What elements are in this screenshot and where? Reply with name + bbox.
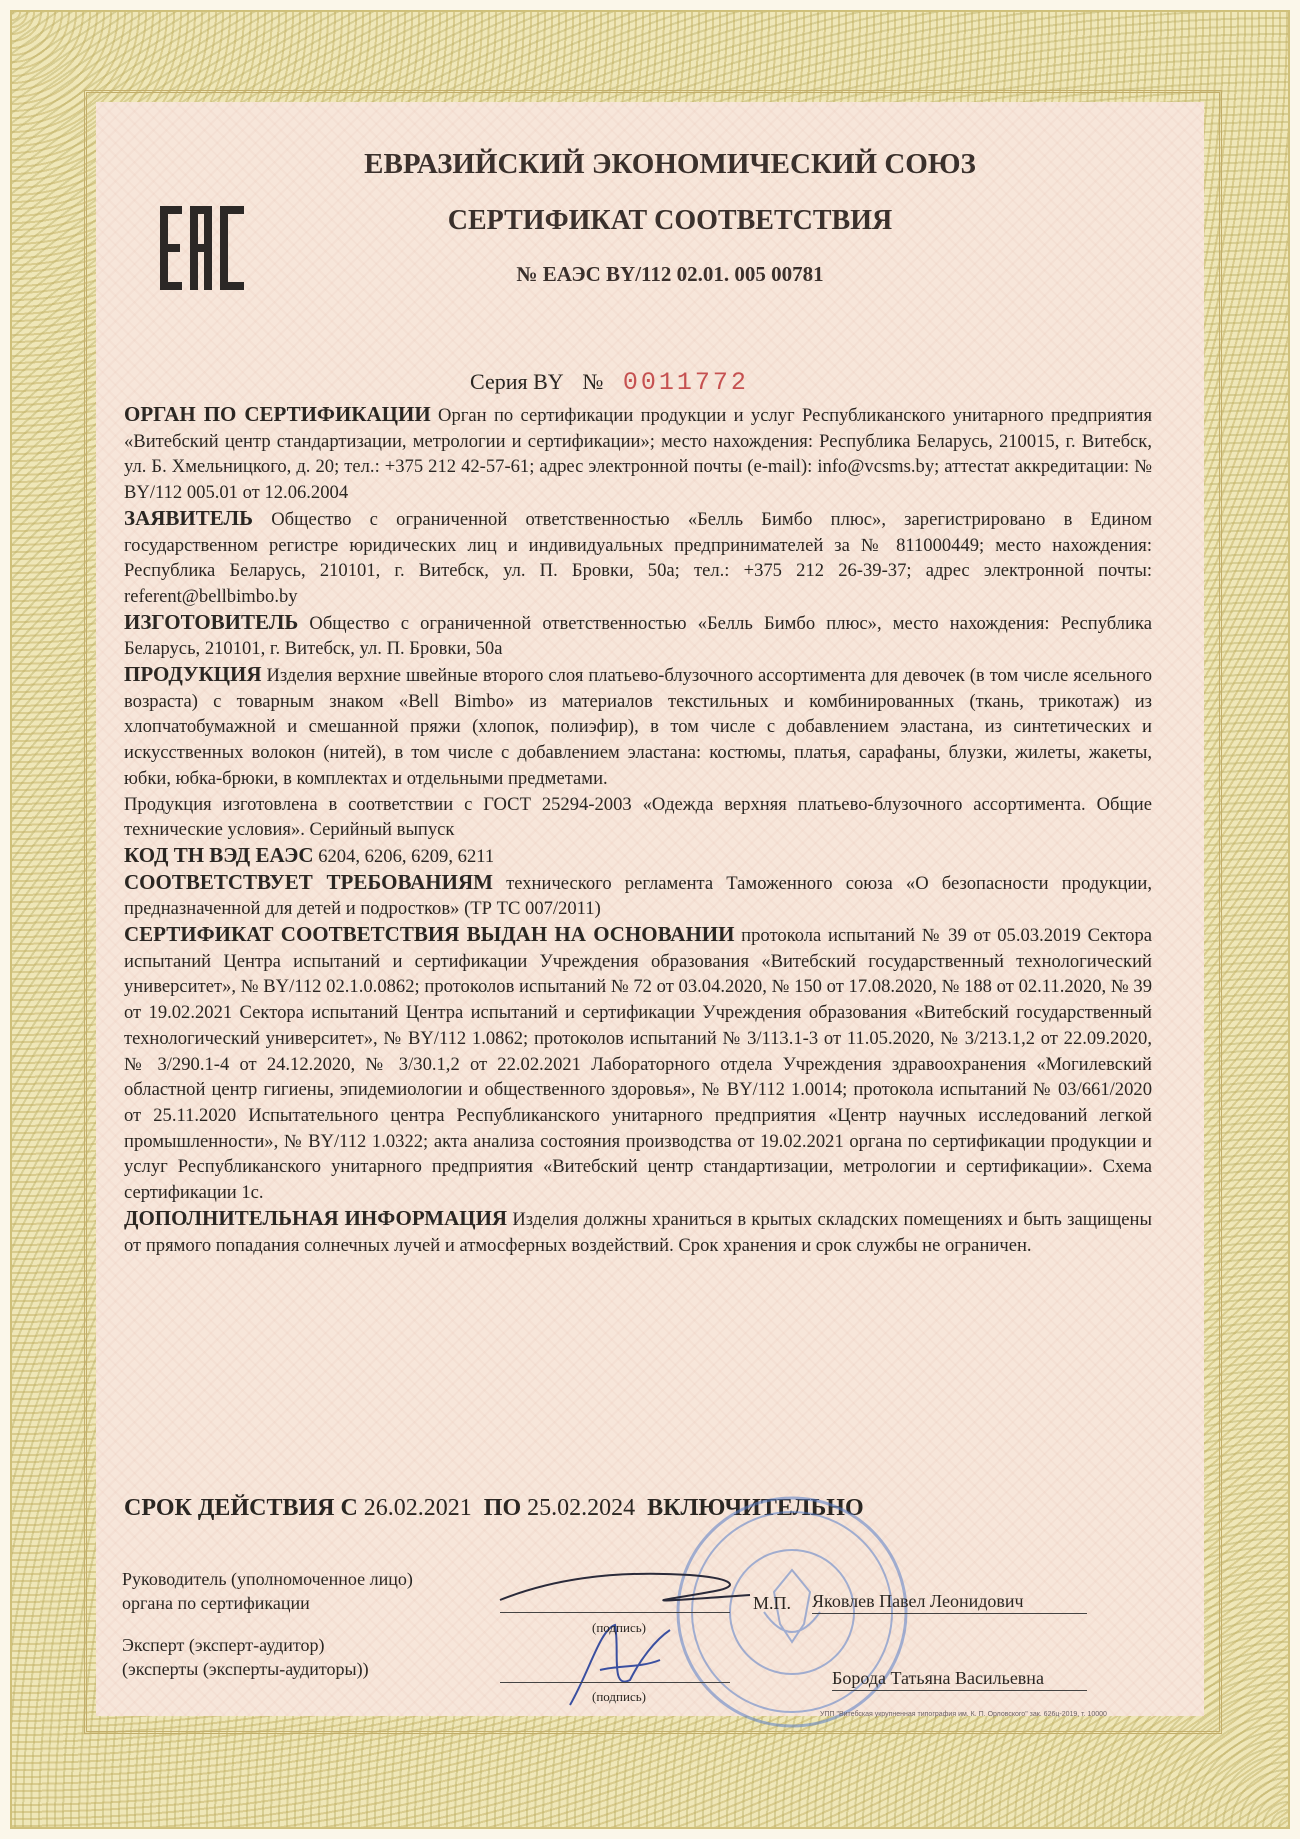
product-standard: Продукция изготовлена в соответствии с ГОСТ 25294-2003 «Одежда верхняя платьево-блузочного ассортимента. Общие технические условия». Серийный выпуск <box>124 793 1152 841</box>
certificate-number: № ЕАЭС BY/112 02.01. 005 00781 <box>516 262 824 286</box>
head-role: Руководитель (уполномоченное лицо) органа по сертификации <box>122 1569 413 1613</box>
extra-section <box>124 1206 1152 1258</box>
product-text: Изделия верхние швейные второго слоя платьево-блузочного ассортимента для девочек (в том числе ясельного возраста) с товарным знаком «Bell Bimbo» из материалов текстильных и комбинированных (ткань, трикотаж) из хлопчатобумажной и смешанной пряжи (хлопок, полиэфир), в том числе с добавлением эластана, из синтетических и искусственных волокон (нитей), в том числе с добавлением эластана: костюмы, платья, сарафаны, блузки, жилеты, жакеты, юбки, юбка-брюки, в комплектах и отдельными предметами. <box>124 665 1152 789</box>
organ-label: ОРГАН ПО СЕРТИФИКАЦИИ <box>124 402 431 426</box>
organ-text: Орган по сертификации продукции и услуг Республиканского унитарного предприятия «Витебский центр стандартизации, метрологии и сертификации»; место нахождения: Республика Беларусь, 210015, г. Витебск, ул. Б. Хмельницкого, д. 20; тел.: +375 212 42-57-61; адрес электронной почты (e-mail): info@vcsms.by; аттестат аккредитации: № BY/112 005.01 от 12.06.2004 <box>124 405 1152 504</box>
series-label: Серия BY <box>470 369 563 394</box>
validity-to-label: ПО <box>483 1495 522 1521</box>
expert-signature-caption: (подпись) <box>592 1689 646 1704</box>
validity-inclusive: ВКЛЮЧИТЕЛЬНО <box>647 1495 864 1521</box>
union-title: ЕВРАЗИЙСКИЙ ЭКОНОМИЧЕСКИЙ СОЮЗ <box>364 148 976 180</box>
expert-role: Эксперт (эксперт-аудитор) (эксперты (эксперты-аудиторы)) <box>122 1635 369 1679</box>
conforms-section <box>124 870 1152 922</box>
product-section <box>124 662 1152 792</box>
serial-number: 0011772 <box>622 368 749 397</box>
extra-text: Изделия должны храниться в крытых складских помещениях и быть защищены от прямого попадания солнечных лучей и атмосферных воздействий. Срок хранения и срок службы не ограничен. <box>124 1208 1152 1256</box>
organ-section <box>124 402 1152 506</box>
extra-label: ДОПОЛНИТЕЛЬНАЯ ИНФОРМАЦИЯ <box>124 1205 508 1230</box>
series-no-sign: № <box>582 369 604 394</box>
code-text: 6204, 6206, 6209, 6211 <box>318 845 495 867</box>
product-label: ПРОДУКЦИЯ <box>124 662 262 687</box>
expert-name: Борода Татьяна Васильевна <box>832 1666 1087 1691</box>
code-label: КОД ТН ВЭД ЕАЭС <box>124 842 314 867</box>
conforms-label: СООТВЕТСТВУЕТ ТРЕБОВАНИЯМ <box>124 869 493 894</box>
print-note: УПП "Витебская укрупненная типография им. К. П. Орловского" зак. 626ц-2019, т. 10000 <box>820 1711 1107 1718</box>
validity-from-label: СРОК ДЕЙСТВИЯ С <box>124 1495 358 1521</box>
maker-label: ИЗГОТОВИТЕЛЬ <box>124 609 299 634</box>
head-signature-line <box>500 1612 730 1613</box>
conforms-text: технического регламента Таможенного союза «О безопасности продукции, предназначенной для детей и подростков» (ТР ТС 007/2011) <box>124 872 1152 920</box>
applicant-label: ЗАЯВИТЕЛЬ <box>124 505 254 530</box>
validity-line <box>124 1495 1184 1522</box>
certificate-body <box>124 402 1152 1258</box>
applicant-text: Общество с ограниченной ответственностью «Белль Бимбо плюс», зарегистрировано в Едином государственном регистре юридических лиц и индивидуальных предпринимателей за № 811000449; место нахождения: Республика Беларусь, 210101, г. Витебск, ул. П. Бровки, 50а; тел.: +375 212 26-39-37; адрес электронной почты: referent@bellbimbo.by <box>124 508 1152 607</box>
head-signature-caption: (подпись) <box>592 1620 646 1635</box>
maker-section <box>124 610 1152 662</box>
basis-label: СЕРТИФИКАТ СООТВЕТСТВИЯ ВЫДАН НА ОСНОВАНИИ <box>124 922 735 947</box>
head-name: Яковлев Павел Леонидович <box>812 1589 1087 1614</box>
basis-text: протокола испытаний № 39 от 05.03.2019 Сектора испытаний Центра испытаний и сертификации Учреждения образования «Витебский государственный технологический университет», № BY/112 02.1.0.0862; протоколов испытаний № 72 от 03.04.2020, № 150 от 17.08.2020, № 188 от 02.11.2020, № 39 от 19.02.2021 Сектора испытаний Центра испытаний и сертификации Учреждения образования «Витебский государственный технологический университет», № BY/112 1.0862; протоколов испытаний № 3/113.1-3 от 11.05.2020, № 3/213.1,2 от 22.09.2020, № 3/290.1-4 от 24.12.2020, № 3/30.1,2 от 22.02.2021 Лабораторного отдела Учреждения здравоохранения «Могилевский областной центр гигиены, эпидемиологии и общественного здоровья», № BY/112 1.0014; протокола испытаний № 03/661/2020 от 25.11.2020 Испытательного центра Республиканского унитарного предприятия «Центр научных исследований легкой промышленности», № BY/112 1.0322; акта анализа состояния производства от 19.02.2021 органа по сертификации продукции и услуг Республиканского унитарного предприятия «Витебский центр стандартизации, метрологии и сертификации». Схема сертификации 1с. <box>124 925 1152 1204</box>
code-section <box>124 843 1152 870</box>
validity-from-date: 26.02.2021 <box>363 1495 472 1521</box>
seal-place-label: М.П. <box>753 1593 792 1613</box>
expert-signature-line <box>500 1682 730 1683</box>
basis-section <box>124 922 1152 1206</box>
series-line <box>470 368 749 397</box>
validity-to-date: 25.02.2024 <box>527 1495 636 1521</box>
applicant-section <box>124 506 1152 610</box>
maker-text: Общество с ограниченной ответственностью «Белль Бимбо плюс», место нахождения: Республика Беларусь, 210101, г. Витебск, ул. П. Бровки, 50а <box>124 612 1152 660</box>
certificate-title: СЕРТИФИКАТ СООТВЕТСТВИЯ <box>447 205 893 236</box>
